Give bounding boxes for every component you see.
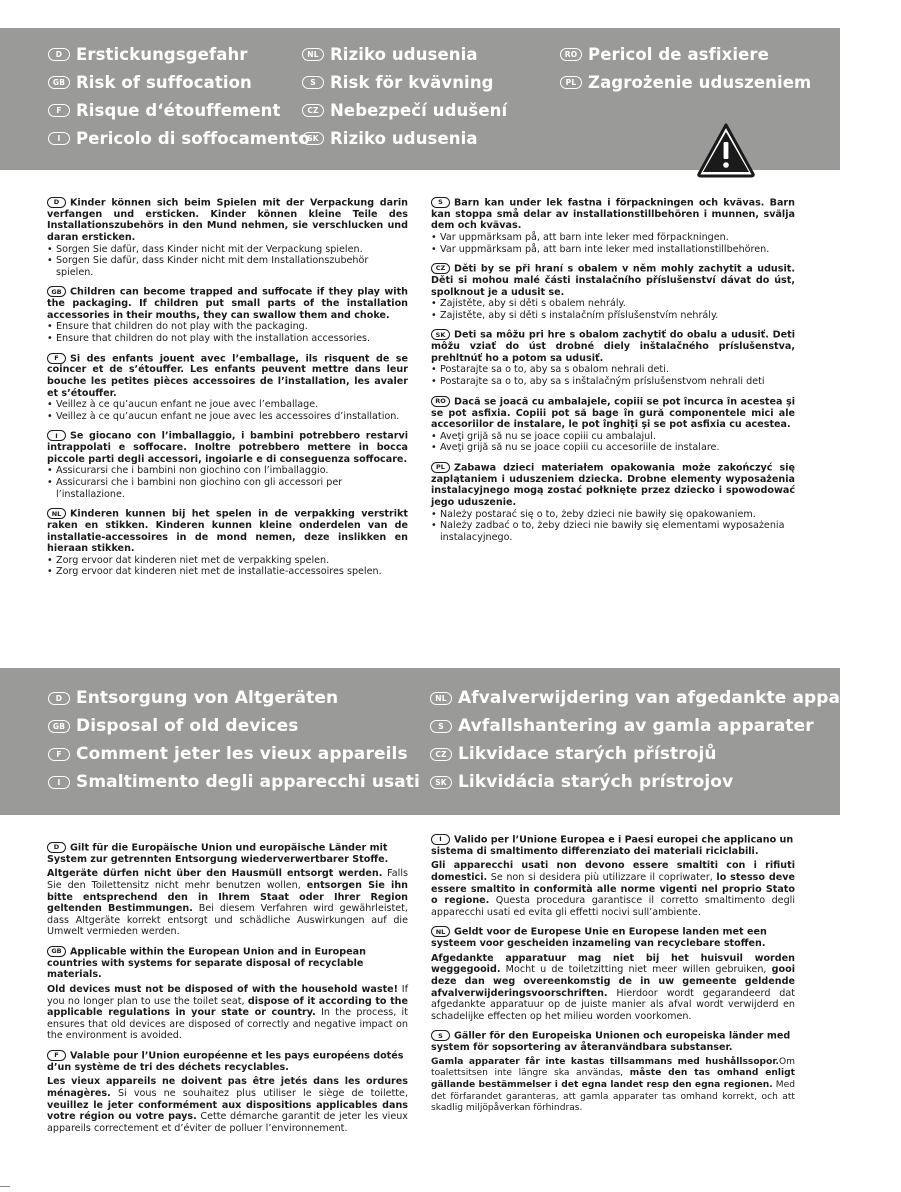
paragraph-head bbox=[431, 926, 795, 949]
language-badge: CZ bbox=[430, 748, 452, 761]
paragraph-text: Kinder können sich beim Spielen mit der Verpackung darin verfangen und ersticken. Kinder können kleine Teile des Installationszubehörs in den Mund nehmen, sie verschlucken und daran ersticken. bbox=[47, 197, 408, 244]
body-text: If you no longer plan to use the toilet seat, bbox=[47, 984, 408, 1007]
paragraph-s bbox=[431, 197, 795, 255]
language-badge: GB bbox=[48, 720, 70, 733]
heading-f bbox=[48, 96, 310, 124]
bullet-item: • Veillez à ce qu’aucun enfant ne joue avec les accessoires d’installation. bbox=[47, 411, 408, 423]
language-badge: I bbox=[47, 430, 66, 441]
paragraph-head bbox=[47, 1050, 408, 1073]
heading-text: Erstickungsgefahr bbox=[76, 44, 248, 64]
disposal-paragraph-d bbox=[47, 842, 408, 938]
heading-text: Comment jeter les vieux appareils bbox=[76, 744, 408, 764]
language-badge: S bbox=[302, 76, 324, 89]
body-text: Se non si desidera più utilizzare il copriwater, bbox=[487, 872, 717, 884]
paragraph-body bbox=[431, 860, 795, 918]
language-badge: NL bbox=[47, 508, 66, 519]
paragraph-lead bbox=[431, 462, 795, 509]
disposal-paragraph-f bbox=[47, 1050, 408, 1134]
language-badge: GB bbox=[47, 946, 66, 957]
heading-text: Smaltimento degli apparecchi usati bbox=[76, 772, 420, 792]
disposal-paragraph-nl bbox=[431, 926, 795, 1022]
heading-text: Nebezpečí udušení bbox=[330, 100, 508, 120]
disposal-text-left bbox=[47, 842, 408, 1142]
bullet-item: • Zajistěte, aby si děti s obalem nehrály. bbox=[431, 298, 795, 310]
paragraph-text: Si des enfants jouent avec l’emballage, ils risquent de se coincer et de s’étouffer. Les enfants peuvent mettre dans leur bouche les petites pièces accessoires de l’installation, les avaler et s’étouffer. bbox=[47, 352, 408, 399]
language-badge: I bbox=[48, 132, 70, 145]
heading-text: Pericolo di soffocamento bbox=[76, 128, 310, 148]
language-badge: SK bbox=[430, 776, 452, 789]
suffocation-text-right bbox=[431, 197, 795, 551]
paragraph-head bbox=[431, 1030, 795, 1053]
body-text: Mocht u de toiletzitting niet meer willen gebruiken, bbox=[500, 964, 772, 976]
disposal-paragraph-s bbox=[431, 1030, 795, 1114]
heading-text: Avfallshantering av gamla apparater bbox=[458, 716, 814, 736]
heading-text: Risque d‘étouffement bbox=[76, 100, 281, 120]
bullet-item: • Ensure that children do not play with the installation accessories. bbox=[47, 333, 408, 345]
suffocation-text-left bbox=[47, 197, 408, 586]
language-badge: RO bbox=[560, 48, 582, 61]
paragraph-head bbox=[47, 946, 408, 981]
paragraph-head bbox=[431, 834, 795, 857]
bullet-list bbox=[47, 465, 408, 500]
language-badge: D bbox=[47, 197, 66, 208]
heading-text: Entsorgung von Altgeräten bbox=[76, 688, 339, 708]
heading-s bbox=[302, 68, 507, 96]
bold-text: Gamla apparater får inte kastas tillsammans med hushållssopor. bbox=[431, 1056, 779, 1067]
paragraph-lead bbox=[47, 197, 408, 244]
language-badge: I bbox=[48, 776, 70, 789]
paragraph-nl bbox=[47, 508, 408, 578]
heading-gb bbox=[48, 68, 310, 96]
paragraph-text: Barn kan under lek fastna i förpackningen och kvävas. Barn kan stoppa små delar av installationstillbehören i munnen, svälja dem och kvävas. bbox=[431, 197, 795, 232]
paragraph-text: Děti by se při hraní s obalem v něm mohly zachytit a udusit. Děti si mohou malé části instalačního příslušenství dávat do úst, spolknout je a udusit se. bbox=[431, 263, 795, 298]
body-text: In the process, it ensures that old devices are disposed of correctly and negative impact on the environment is avoided. bbox=[47, 1007, 408, 1042]
heading-i bbox=[48, 124, 310, 152]
bullet-item: • Aveţi grijă să nu se joace copiii cu accesoriile de instalare. bbox=[431, 442, 795, 454]
warning-triangle-icon bbox=[696, 122, 756, 178]
bullet-item: • Należy postarać się o to, żeby dzieci nie bawiły się opakowaniem. bbox=[431, 509, 795, 521]
disposal-headings-col2 bbox=[430, 684, 901, 796]
language-badge: CZ bbox=[431, 263, 450, 274]
bullet-item: • Zorg ervoor dat kinderen niet met de verpakking spelen. bbox=[47, 555, 408, 567]
disposal-headings-col1 bbox=[48, 684, 420, 796]
heading-i bbox=[48, 768, 420, 796]
bullet-item: • Sorgen Sie dafür, dass Kinder nicht mit der Verpackung spielen. bbox=[47, 244, 408, 256]
body-text: Si vous ne souhaitez plus utiliser le siège de toilette, bbox=[110, 1088, 408, 1100]
paragraph-head-text: Applicable within the European Union and in European countries with systems for separate disposal of recyclable materials. bbox=[47, 946, 366, 981]
heading-d bbox=[48, 40, 310, 68]
bullet-item: • Var uppmärksam på, att barn inte leker med installationstillbehören. bbox=[431, 244, 795, 256]
bullet-list bbox=[431, 509, 795, 544]
heading-pl bbox=[560, 68, 811, 96]
suffocation-headings-col2 bbox=[302, 40, 507, 152]
paragraph-lead bbox=[431, 197, 795, 232]
heading-text: Riziko udusenia bbox=[330, 128, 478, 148]
bullet-list bbox=[47, 399, 408, 422]
heading-text: Disposal of old devices bbox=[76, 716, 299, 736]
language-badge: F bbox=[48, 748, 70, 761]
bullet-item: • Assicurarsi che i bambini non giochino con gli accessori per l’installazione. bbox=[47, 477, 408, 500]
language-badge: F bbox=[48, 104, 70, 117]
bold-text: måste den tas omhand enligt gällande bestämmelser i det egna landet resp den egna regionen. bbox=[431, 1068, 795, 1091]
paragraph-lead bbox=[431, 396, 795, 431]
bullet-list bbox=[431, 232, 795, 255]
body-text: Cette démarche garantit de jeter les vieux appareils correctement et d’éviter de polluer l’environnement. bbox=[47, 1111, 408, 1134]
paragraph-text: Dacă se joacă cu ambalajele, copiii se pot încurca în acestea şi se pot asfixia. Copiii pot să bage în gură componentele mici ale accesoriilor de instalare, le pot înghiţi şi se pot asfixia cu acestea. bbox=[431, 395, 795, 431]
heading-f bbox=[48, 740, 420, 768]
language-badge: PL bbox=[431, 462, 450, 473]
paragraph-pl bbox=[431, 462, 795, 543]
bullet-list bbox=[47, 321, 408, 344]
bullet-item: • Sorgen Sie dafür, dass Kinder nicht mit dem Installationszubehör spielen. bbox=[47, 255, 408, 278]
disposal-text-right bbox=[431, 834, 795, 1123]
body-text: Om toalettsitsen inte längre ska användas, bbox=[431, 1056, 795, 1079]
bold-text: Les vieux appareils ne doivent pas être jetés dans les ordures ménagères. bbox=[47, 1076, 408, 1100]
heading-sk bbox=[302, 124, 507, 152]
bullet-item: • Veillez à ce qu’aucun enfant ne joue avec l’emballage. bbox=[47, 399, 408, 411]
bullet-list bbox=[431, 431, 795, 454]
bold-text: Old devices must not be disposed of with the household waste! bbox=[47, 984, 399, 996]
bullet-item: • Postarajte sa o to, aby sa s obalom nehrali deti. bbox=[431, 364, 795, 376]
heading-ro bbox=[560, 40, 811, 68]
bold-text: Altgeräte dürfen nicht über den Hausmüll entsorgt werden. bbox=[47, 868, 383, 880]
language-badge: GB bbox=[48, 76, 70, 89]
language-badge: F bbox=[47, 353, 66, 364]
paragraph-ro bbox=[431, 396, 795, 454]
paragraph-sk bbox=[431, 329, 795, 387]
suffocation-headings-col3 bbox=[560, 40, 811, 96]
bold-text: lo stesso deve essere smaltito in conformità alle norme vigenti nel proprio Stato o regione. bbox=[431, 872, 795, 907]
paragraph-text: Zabawa dzieci materiałem opakowania może zakończyć się zaplątaniem i uduszeniem dziecka. Drobne elementy wyposażenia instalacyjnego mogą zostać połknięte przez dziecko i spowodować jego uduszenie. bbox=[431, 462, 795, 508]
bullet-item: • Aveţi grijă să nu se joace copiii cu ambalajul. bbox=[431, 431, 795, 443]
bullet-item: • Assicurarsi che i bambini non giochino con l’imballaggio. bbox=[47, 465, 408, 477]
disposal-paragraph-i bbox=[431, 834, 795, 918]
heading-d bbox=[48, 684, 420, 712]
disposal-paragraph-gb bbox=[47, 946, 408, 1042]
paragraph-body bbox=[47, 868, 408, 938]
bullet-list bbox=[431, 364, 795, 387]
heading-cz bbox=[302, 96, 507, 124]
heading-nl bbox=[302, 40, 507, 68]
heading-text: Risk of suffocation bbox=[76, 72, 252, 92]
suffocation-headings-col1 bbox=[48, 40, 310, 152]
paragraph-text: Deti sa môžu pri hre s obalom zachytiť do obalu a udusiť. Deti môžu vziať do úst drobné diely inštalačného príslušenstva, prehltnúť ho a potom sa udusiť. bbox=[431, 329, 795, 364]
paragraph-lead bbox=[47, 286, 408, 321]
paragraph-body bbox=[431, 953, 795, 1023]
heading-text: Riziko udusenia bbox=[330, 44, 478, 64]
language-badge: D bbox=[48, 48, 70, 61]
paragraph-text: Children can become trapped and suffocate if they play with the packaging. If children put small parts of the installation accessories in their mouths, they can swallow them and choke. bbox=[47, 286, 408, 321]
bullet-item: • Postarajte sa o to, aby sa s inštalačným príslušenstvom nehrali deti bbox=[431, 376, 795, 388]
body-text: Falls Sie den Toilettensitz nicht mehr benutzen wollen, bbox=[47, 868, 408, 892]
bullet-list bbox=[431, 298, 795, 321]
crop-mark bbox=[0, 1186, 10, 1187]
body-text: Questa procedura garantisce il corretto smaltimento degli apparecchi usati ed evita gli effetti nocivi sull’ambiente. bbox=[431, 895, 795, 918]
language-badge: NL bbox=[430, 692, 452, 705]
language-badge: I bbox=[431, 834, 450, 845]
language-badge: RO bbox=[431, 396, 450, 407]
language-badge: D bbox=[48, 692, 70, 705]
bold-text: dispose of it according to the applicable regulations in your state or country. bbox=[47, 995, 408, 1019]
paragraph-lead bbox=[431, 329, 795, 364]
heading-text: Afvalverwijdering van afgedankte apparatuur bbox=[458, 688, 901, 708]
paragraph-head-text: Gilt für die Europäische Union und europäische Länder mit System zur getrennten Entsorgung wiederverwertbarer Stoffe. bbox=[47, 842, 389, 865]
bullet-list bbox=[47, 244, 408, 279]
paragraph-head-text: Valable pour l’Union européenne et les pays européens dotés d’un système de tri des déchets recyclables. bbox=[47, 1050, 404, 1073]
paragraph-text: Kinderen kunnen bij het spelen in de verpakking verstrikt raken en stikken. Kinderen kunnen kleine onderdelen van de installatie-accessoires in de mond nemen, deze inslikken en hieraan stikken. bbox=[47, 508, 408, 555]
language-badge: SK bbox=[302, 132, 324, 145]
bold-text: veuillez le jeter conformément aux dispositions applicables dans votre région ou votre pays. bbox=[47, 1099, 408, 1123]
body-text: Bei diesem Verfahren wird gewährleistet, dass Altgeräte korrekt entsorgt und schädliche Auswirkungen auf die Umwelt vermieden werden. bbox=[47, 903, 408, 938]
heading-sk bbox=[430, 768, 901, 796]
bullet-item: • Należy zadbać o to, żeby dzieci nie bawiły się elementami wyposażenia instalacyjnego. bbox=[431, 520, 795, 543]
paragraph-body bbox=[47, 1076, 408, 1134]
paragraph-i bbox=[47, 430, 408, 500]
language-badge: S bbox=[430, 720, 452, 733]
paragraph-head bbox=[47, 842, 408, 865]
body-text: Hierdoor wordt gegarandeerd dat afgedankte apparatuur op de juiste manier als afval wordt verwijderd en schadelijke effecten op het milieu worden voorkomen. bbox=[431, 987, 795, 1022]
heading-text: Pericol de asfixiere bbox=[588, 44, 769, 64]
heading-nl bbox=[430, 684, 901, 712]
language-badge: GB bbox=[47, 286, 66, 297]
heading-gb bbox=[48, 712, 420, 740]
paragraph-head-text: Valido per l’Unione Europea e i Paesi europei che applicano un sistema di smaltimento differenziato dei materiali riciclabili. bbox=[431, 834, 794, 857]
heading-text: Risk för kvävning bbox=[330, 72, 494, 92]
paragraph-body bbox=[431, 1057, 795, 1115]
paragraph-lead bbox=[431, 263, 795, 298]
heading-text: Likvidace starých přístrojů bbox=[458, 744, 717, 764]
paragraph-text: Se giocano con l’imballaggio, i bambini potrebbero restarvi intrappolati e soffocare. Inoltre potrebbero mettere in bocca piccole parti degli accessori, ingoiarle e di conseguenza soffocare. bbox=[47, 430, 408, 465]
bullet-list bbox=[47, 555, 408, 578]
heading-s bbox=[430, 712, 901, 740]
paragraph-head-text: Geldt voor de Europese Unie en Europese landen met een systeem voor gescheiden inzameling van recyclebare stoffen. bbox=[431, 926, 767, 950]
heading-cz bbox=[430, 740, 901, 768]
paragraph-gb bbox=[47, 286, 408, 344]
language-badge: SK bbox=[431, 329, 450, 340]
bold-text: Afgedankte apparatuur mag niet bij het huisvuil worden weggegooid. bbox=[431, 952, 795, 976]
language-badge: PL bbox=[560, 76, 582, 89]
paragraph-head-text: Gäller för den Europeiska Unionen och europeiska länder med system för sopsortering av återanvändbara substanser. bbox=[431, 1030, 791, 1054]
paragraph-f bbox=[47, 353, 408, 423]
paragraph-body bbox=[47, 984, 408, 1042]
body-text: Med det förfarandet garanteras, att gamla apparater tas omhand korrekt, och att skadlig miljöpåverkan förhindras. bbox=[431, 1080, 795, 1114]
language-badge: S bbox=[431, 197, 450, 208]
paragraph-cz bbox=[431, 263, 795, 321]
bold-text: entsorgen Sie ihn bitte entsprechend den in Ihrem Staat oder Ihrer Region geltenden Bestimmungen. bbox=[47, 880, 408, 915]
language-badge: S bbox=[431, 1030, 450, 1041]
paragraph-lead bbox=[47, 508, 408, 555]
heading-text: Zagrożenie uduszeniem bbox=[588, 72, 812, 92]
heading-text: Likvidácia starých prístrojov bbox=[458, 772, 734, 792]
bullet-item: • Ensure that children do not play with the packaging. bbox=[47, 321, 408, 333]
paragraph-lead bbox=[47, 353, 408, 400]
language-badge: NL bbox=[302, 48, 324, 61]
language-badge: NL bbox=[431, 926, 450, 937]
bold-text: Gli apparecchi usati non devono essere smaltiti con i rifiuti domestici. bbox=[431, 860, 795, 884]
language-badge: CZ bbox=[302, 104, 324, 117]
bullet-item: • Zajistěte, aby si děti s instalačním příslušenstvím nehrály. bbox=[431, 310, 795, 322]
bullet-item: • Var uppmärksam på, att barn inte leker med förpackningen. bbox=[431, 232, 795, 244]
bullet-item: • Zorg ervoor dat kinderen niet met de installatie-accessoires spelen. bbox=[47, 566, 408, 578]
language-badge: D bbox=[47, 842, 66, 853]
language-badge: F bbox=[47, 1050, 66, 1061]
bold-text: gooi deze dan weg overeenkomstig de in uw gemeente geldende afvalverwijderingsvoorschriften. bbox=[431, 964, 795, 999]
paragraph-d bbox=[47, 197, 408, 278]
paragraph-lead bbox=[47, 430, 408, 465]
